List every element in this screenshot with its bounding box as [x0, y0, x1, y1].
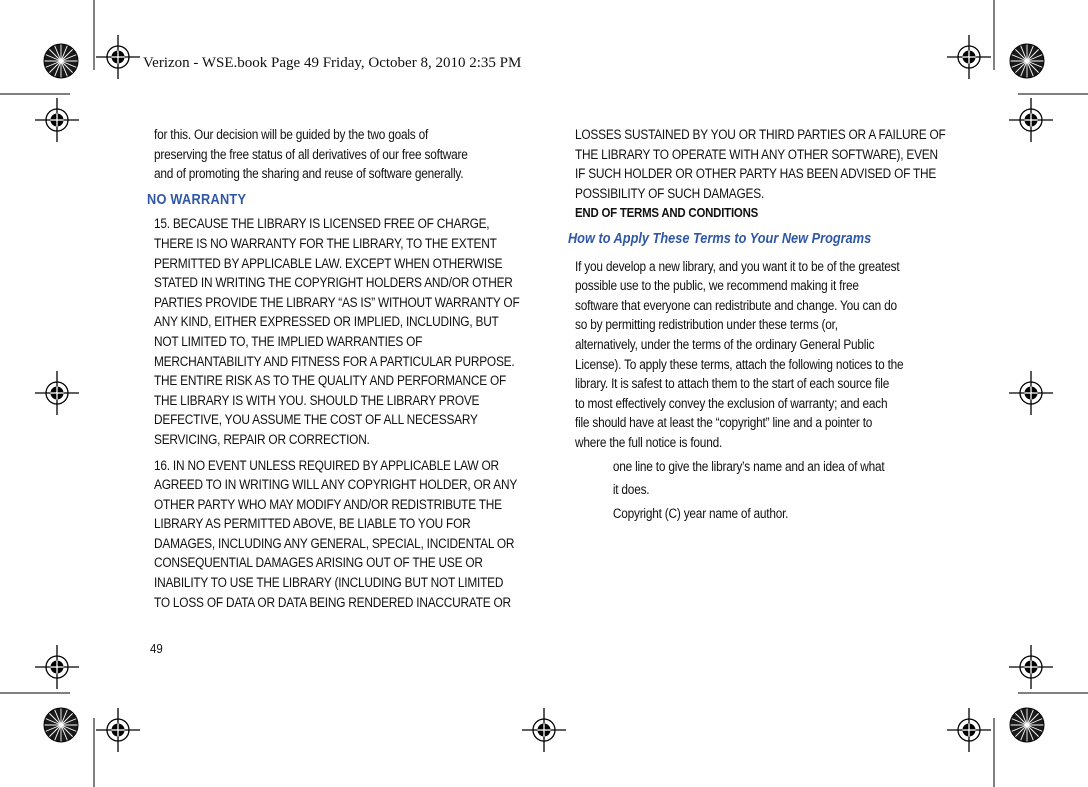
clause-15-line: STATED IN WRITING THE COPYRIGHT HOLDERS AND/OR OTHER: [154, 275, 513, 291]
clause-15-line: THERE IS NO WARRANTY FOR THE LIBRARY, TO THE EXTENT: [154, 235, 497, 251]
clause-16-line: 16. IN NO EVENT UNLESS REQUIRED BY APPLICABLE LAW OR: [154, 457, 499, 473]
clause-16-line: INABILITY TO USE THE LIBRARY (INCLUDING BUT NOT LIMITED: [154, 575, 504, 591]
body-line: License). To apply these terms, attach the following notices to the: [575, 356, 904, 372]
intro-line: preserving the free status of all derivatives of our free software: [154, 146, 468, 162]
body-line: where the full notice is found.: [575, 434, 723, 450]
notice-line: it does.: [612, 482, 650, 498]
continuation-line: POSSIBILITY OF SUCH DAMAGES.: [575, 185, 765, 201]
clause-16-line: CONSEQUENTIAL DAMAGES ARISING OUT OF THE USE OR: [154, 555, 483, 571]
clause-15-line: PERMITTED BY APPLICABLE LAW. EXCEPT WHEN OTHERWISE: [154, 255, 503, 271]
notice-line: one line to give the library’s name and an idea of what: [612, 458, 885, 474]
clause-15-line: ANY KIND, EITHER EXPRESSED OR IMPLIED, INCLUDING, BUT: [154, 314, 499, 330]
body-line: If you develop a new library, and you want it to be of the greatest: [575, 258, 900, 274]
body-line: file should have at least the “copyright” line and a pointer to: [575, 415, 873, 431]
clause-15-line: THE LIBRARY IS WITH YOU. SHOULD THE LIBRARY PROVE: [154, 392, 480, 408]
body-line: software that everyone can redistribute and change. You can do: [575, 297, 897, 313]
right-column: [567, 125, 951, 523]
clause-15-line: SERVICING, REPAIR OR CORRECTION.: [154, 431, 370, 447]
clause-15-line: PARTIES PROVIDE THE LIBRARY “AS IS” WITHOUT WARRANTY OF: [154, 294, 520, 310]
body-line: library. It is safest to attach them to the start of each source file: [575, 376, 890, 392]
body-line: possible use to the public, we recommend making it free: [575, 278, 859, 294]
clause-16-line: TO LOSS OF DATA OR DATA BEING RENDERED INACCURATE OR: [154, 594, 511, 610]
clause-15-line: NOT LIMITED TO, THE IMPLIED WARRANTIES OF: [154, 333, 423, 349]
continuation-line: LOSSES SUSTAINED BY YOU OR THIRD PARTIES OR A FAILURE OF: [575, 127, 946, 142]
page-number: 49: [150, 641, 163, 656]
clause-16-line: OTHER PARTY WHO MAY MODIFY AND/OR REDISTRIBUTE THE: [154, 496, 502, 512]
clause-16-line: LIBRARY AS PERMITTED ABOVE, BE LIABLE TO YOU FOR: [154, 516, 471, 532]
clause-15-line: THE ENTIRE RISK AS TO THE QUALITY AND PERFORMANCE OF: [154, 373, 507, 389]
intro-line: and of promoting the sharing and reuse of software generally.: [154, 166, 464, 182]
clause-15-line: 15. BECAUSE THE LIBRARY IS LICENSED FREE OF CHARGE,: [154, 216, 490, 232]
left-column: [146, 125, 531, 612]
notice-line: Copyright (C) year name of author.: [612, 505, 789, 521]
book-header: Verizon - WSE.book Page 49 Friday, October 8, 2010 2:35 PM: [143, 55, 522, 71]
how-to-apply-heading: How to Apply These Terms to Your New Programs: [567, 230, 872, 247]
body-line: so by permitting redistribution under these terms (or,: [575, 317, 838, 333]
intro-line: for this. Our decision will be guided by the two goals of: [154, 127, 429, 142]
clause-15-line: MERCHANTABILITY AND FITNESS FOR A PARTICULAR PURPOSE.: [154, 353, 515, 369]
no-warranty-heading: NO WARRANTY: [146, 191, 247, 208]
body-line: to most effectively convey the exclusion of warranty; and each: [575, 395, 888, 411]
clause-16-line: AGREED TO IN WRITING WILL ANY COPYRIGHT HOLDER, OR ANY: [154, 477, 518, 493]
clause-16-line: DAMAGES, INCLUDING ANY GENERAL, SPECIAL, INCIDENTAL OR: [154, 535, 515, 551]
continuation-line: IF SUCH HOLDER OR OTHER PARTY HAS BEEN ADVISED OF THE: [575, 166, 937, 182]
clause-15-line: DEFECTIVE, YOU ASSUME THE COST OF ALL NECESSARY: [154, 412, 478, 428]
continuation-line: THE LIBRARY TO OPERATE WITH ANY OTHER SOFTWARE), EVEN: [575, 146, 938, 162]
end-of-terms: END OF TERMS AND CONDITIONS: [575, 205, 759, 221]
body-line: alternatively, under the terms of the ordinary General Public: [575, 336, 875, 352]
